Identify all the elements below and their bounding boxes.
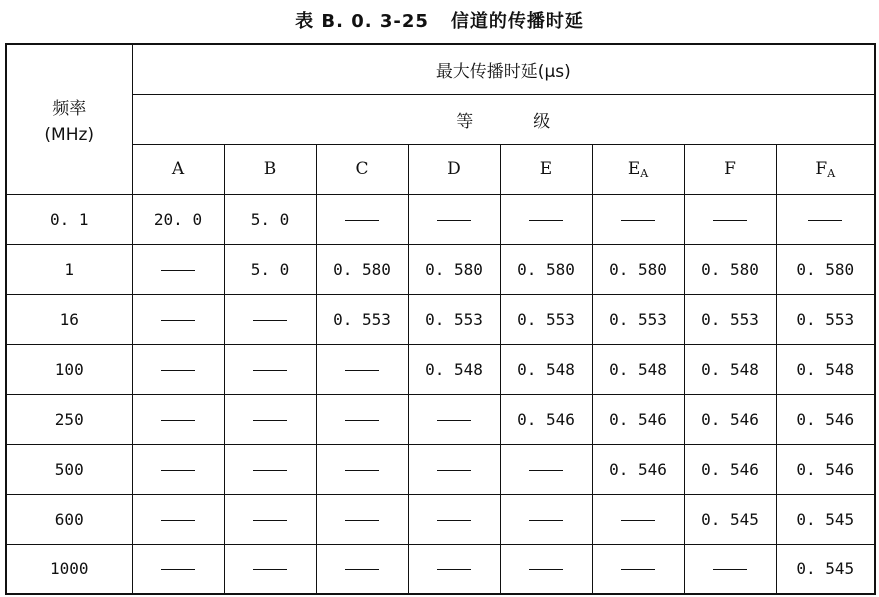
dash-mark <box>345 420 379 421</box>
table-caption: 信道的传播时延 <box>450 11 584 32</box>
value-cell: 5. 0 <box>224 194 316 244</box>
empty-cell <box>592 494 684 544</box>
empty-cell <box>224 294 316 344</box>
value-cell: 0. 580 <box>684 244 776 294</box>
dash-mark <box>253 470 287 471</box>
empty-cell <box>500 544 592 594</box>
dash-mark <box>161 569 195 570</box>
column-header-e <box>500 144 592 194</box>
freq-cell: 100 <box>6 344 132 394</box>
column-header-a <box>132 144 224 194</box>
empty-cell <box>224 444 316 494</box>
table-row <box>6 244 875 294</box>
dash-mark <box>253 320 287 321</box>
value-cell: 0. 580 <box>500 244 592 294</box>
freq-cell: 1 <box>6 244 132 294</box>
value-cell: 0. 548 <box>500 344 592 394</box>
group-header: 最大传播时延(μs) <box>132 44 875 94</box>
dash-mark <box>161 270 195 271</box>
empty-cell <box>316 194 408 244</box>
value-cell: 0. 546 <box>684 444 776 494</box>
table-row <box>6 444 875 494</box>
column-header-base: F <box>815 158 828 179</box>
empty-cell <box>592 194 684 244</box>
table-row <box>6 494 875 544</box>
empty-cell <box>500 494 592 544</box>
dash-mark <box>345 520 379 521</box>
empty-cell <box>224 344 316 394</box>
empty-cell <box>132 394 224 444</box>
table-row <box>6 194 875 244</box>
value-cell: 0. 545 <box>776 494 875 544</box>
table-row <box>6 294 875 344</box>
freq-cell: 16 <box>6 294 132 344</box>
value-cell: 0. 548 <box>684 344 776 394</box>
value-cell: 0. 546 <box>500 394 592 444</box>
freq-unit: (MHz) <box>44 124 95 145</box>
value-cell: 0. 548 <box>776 344 875 394</box>
freq-cell: 500 <box>6 444 132 494</box>
column-header-sub: A <box>640 166 649 180</box>
empty-cell <box>316 444 408 494</box>
value-cell: 0. 546 <box>684 394 776 444</box>
dash-mark <box>437 569 471 570</box>
dash-mark <box>713 569 747 570</box>
value-cell: 0. 580 <box>592 244 684 294</box>
column-header-ea <box>592 144 684 194</box>
dash-mark <box>529 569 563 570</box>
column-header-base: D <box>447 159 461 179</box>
value-cell: 0. 546 <box>592 444 684 494</box>
empty-cell <box>408 494 500 544</box>
value-cell: 0. 553 <box>776 294 875 344</box>
value-cell: 0. 546 <box>776 444 875 494</box>
dash-mark <box>437 420 471 421</box>
dash-mark <box>253 520 287 521</box>
value-cell: 0. 545 <box>684 494 776 544</box>
empty-cell <box>776 194 875 244</box>
value-cell: 0. 580 <box>776 244 875 294</box>
dash-mark <box>253 370 287 371</box>
table-title <box>0 0 879 40</box>
empty-cell <box>224 394 316 444</box>
value-cell: 0. 553 <box>592 294 684 344</box>
value-cell: 0. 545 <box>776 544 875 594</box>
freq-cell: 250 <box>6 394 132 444</box>
dash-mark <box>345 220 379 221</box>
column-header-base: A <box>171 159 185 179</box>
propagation-delay-table <box>5 43 876 595</box>
value-cell: 0. 553 <box>316 294 408 344</box>
dash-mark <box>437 520 471 521</box>
dash-mark <box>621 520 655 521</box>
table-number: 表 B. 0. 3-25 <box>295 11 429 32</box>
freq-cell: 600 <box>6 494 132 544</box>
empty-cell <box>132 444 224 494</box>
empty-cell <box>316 394 408 444</box>
value-cell: 0. 580 <box>316 244 408 294</box>
empty-cell <box>408 444 500 494</box>
dash-mark <box>161 320 195 321</box>
empty-cell <box>408 394 500 444</box>
dash-mark <box>161 470 195 471</box>
dash-mark <box>621 220 655 221</box>
dash-mark <box>437 220 471 221</box>
empty-cell <box>316 494 408 544</box>
table-row <box>6 394 875 444</box>
empty-cell <box>408 544 500 594</box>
empty-cell <box>316 544 408 594</box>
dash-mark <box>529 220 563 221</box>
dash-mark <box>161 420 195 421</box>
column-header-f <box>684 144 776 194</box>
dash-mark <box>529 520 563 521</box>
column-header-base: E <box>627 158 641 179</box>
dash-mark <box>253 569 287 570</box>
table-row <box>6 544 875 594</box>
dash-mark <box>437 470 471 471</box>
dash-mark <box>161 520 195 521</box>
dash-mark <box>621 569 655 570</box>
value-cell: 0. 553 <box>684 294 776 344</box>
freq-label: 频率 <box>52 98 87 119</box>
empty-cell <box>132 294 224 344</box>
column-header-sub: A <box>827 166 836 180</box>
value-cell: 0. 548 <box>592 344 684 394</box>
column-header-base: F <box>724 159 736 179</box>
table-row <box>6 344 875 394</box>
empty-cell <box>132 344 224 394</box>
column-header-c <box>316 144 408 194</box>
dash-mark <box>253 420 287 421</box>
value-cell: 5. 0 <box>224 244 316 294</box>
empty-cell <box>408 194 500 244</box>
class-char-1: 等 <box>456 111 474 132</box>
value-cell: 0. 546 <box>776 394 875 444</box>
class-char-2: 级 <box>533 111 551 132</box>
dash-mark <box>713 220 747 221</box>
empty-cell <box>684 194 776 244</box>
column-header-b <box>224 144 316 194</box>
column-header-fa <box>776 144 875 194</box>
freq-cell: 0. 1 <box>6 194 132 244</box>
class-header <box>132 94 875 144</box>
empty-cell <box>132 244 224 294</box>
column-header-base: C <box>355 159 369 179</box>
empty-cell <box>500 444 592 494</box>
dash-mark <box>345 569 379 570</box>
empty-cell <box>316 344 408 394</box>
dash-mark <box>529 470 563 471</box>
value-cell: 20. 0 <box>132 194 224 244</box>
dash-mark <box>808 220 842 221</box>
value-cell: 0. 580 <box>408 244 500 294</box>
dash-mark <box>345 470 379 471</box>
dash-mark <box>345 370 379 371</box>
empty-cell <box>500 194 592 244</box>
empty-cell <box>132 544 224 594</box>
value-cell: 0. 546 <box>592 394 684 444</box>
column-header-d <box>408 144 500 194</box>
empty-cell <box>224 494 316 544</box>
empty-cell <box>132 494 224 544</box>
freq-header <box>6 44 132 194</box>
dash-mark <box>161 370 195 371</box>
value-cell: 0. 548 <box>408 344 500 394</box>
empty-cell <box>224 544 316 594</box>
freq-cell: 1000 <box>6 544 132 594</box>
value-cell: 0. 553 <box>500 294 592 344</box>
column-header-base: B <box>263 159 277 179</box>
empty-cell <box>684 544 776 594</box>
empty-cell <box>592 544 684 594</box>
value-cell: 0. 553 <box>408 294 500 344</box>
column-header-base: E <box>539 159 553 179</box>
